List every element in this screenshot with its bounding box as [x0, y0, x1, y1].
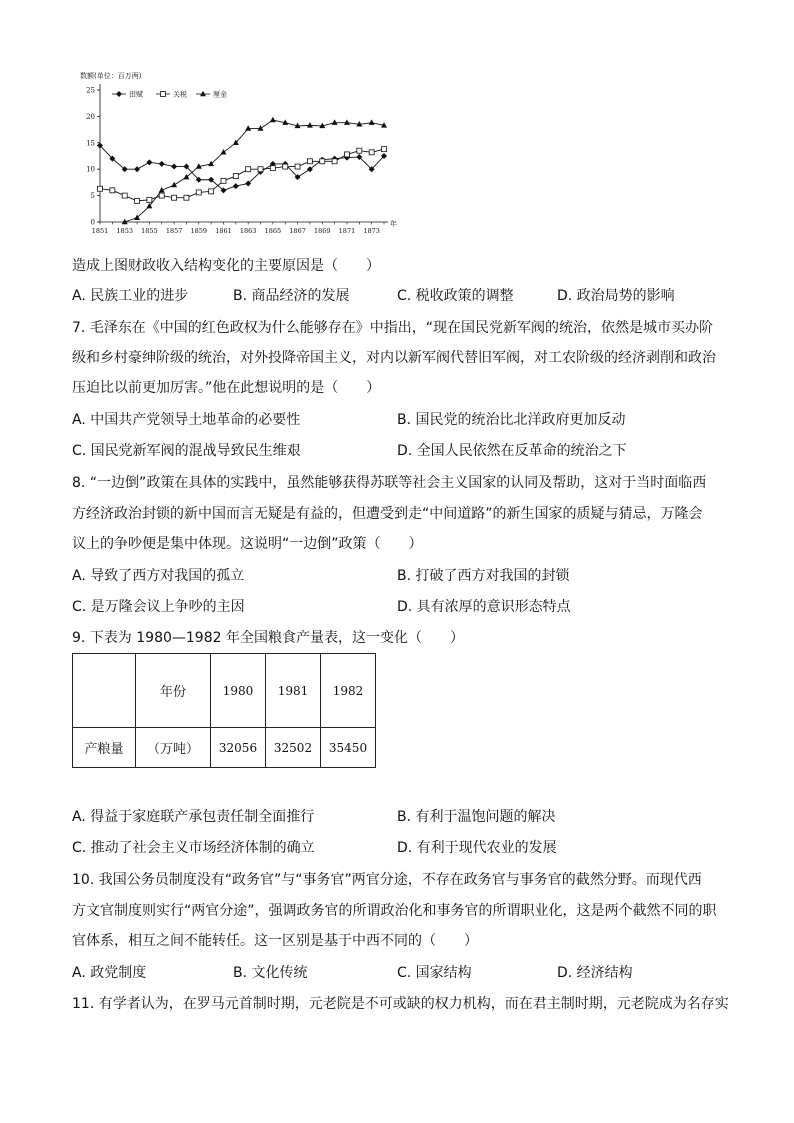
table-cell: 32056 [211, 728, 266, 768]
data-point-triangle [245, 125, 251, 131]
q8-option-c[interactable]: C. 是万隆会议上争吵的主因 [72, 599, 245, 615]
data-point-square [258, 167, 263, 172]
chart-ylabel: 数额(单位：百万两) [80, 72, 142, 80]
data-point-square [233, 174, 238, 179]
data-point-triangle [344, 119, 350, 125]
data-point-triangle [332, 119, 338, 125]
data-point-triangle [183, 174, 189, 180]
data-point-square [122, 193, 127, 198]
x-tick-label: 1869 [313, 227, 331, 235]
data-point-triangle [258, 125, 264, 131]
x-tick-label: 1863 [239, 227, 257, 235]
q7-option-a[interactable]: A. 中国共产党领导土地革命的必要性 [72, 412, 301, 428]
x-tick-label: 1857 [165, 227, 183, 235]
x-tick-label: 1867 [289, 227, 306, 235]
table-row [73, 728, 376, 768]
data-point-triangle [270, 117, 276, 123]
data-point-diamond [116, 91, 122, 97]
legend-label: 田赋 [129, 90, 143, 99]
data-point-square [344, 152, 349, 157]
data-point-triangle [220, 149, 226, 155]
q6-option-c[interactable]: C. 税收政策的调整 [397, 288, 514, 304]
data-point-triangle [369, 119, 375, 125]
q8-option-d[interactable]: D. 具有浓厚的意识形态特点 [397, 599, 571, 615]
y-tick-label: 10 [86, 165, 95, 174]
series-line-square [100, 149, 384, 201]
data-point-square [110, 188, 115, 193]
q9-option-b[interactable]: B. 有利于温饱问题的解决 [397, 809, 556, 825]
q7-option-c[interactable]: C. 国民党新军阀的混战导致民生维艰 [72, 443, 301, 459]
data-point-diamond [171, 164, 177, 170]
y-tick-label: 15 [86, 139, 95, 148]
q7-stem-line3: 压迫比以前更加厉害。”他在此想说明的是（ ） [72, 380, 381, 396]
q7-option-b[interactable]: B. 国民党的统治比北洋政府更加反动 [397, 412, 626, 428]
q10-option-c[interactable]: C. 国家结构 [397, 965, 472, 981]
fiscal-revenue-chart [78, 70, 408, 240]
q6-option-b[interactable]: B. 商品经济的发展 [233, 288, 350, 304]
data-point-square [147, 197, 152, 202]
data-point-square [369, 150, 374, 155]
data-point-square [270, 166, 275, 171]
data-point-square [172, 195, 177, 200]
data-point-square [295, 164, 300, 169]
q8-stem-line3: 议上的争吵便是集中体现。这说明“一边倒”政策（ ） [72, 536, 423, 552]
table-cell: 1981 [266, 654, 321, 728]
data-point-triangle [200, 91, 206, 97]
y-tick-label: 20 [86, 112, 95, 121]
q10-stem-line1: 10. 我国公务员制度没有“政务官”与“事务官”两官分途，不存在政务官与事务官的截然分野。而现代西 [72, 872, 702, 888]
data-point-square [332, 159, 337, 164]
table-cell: 年份 [136, 654, 211, 728]
chart-xlabel: 年 [390, 220, 397, 228]
data-point-square [307, 159, 312, 164]
x-tick-label: 1859 [190, 227, 208, 235]
table-cell: 产粮量 [73, 728, 136, 768]
data-point-square [246, 167, 251, 172]
x-tick-label: 1871 [338, 227, 356, 235]
data-point-square [184, 195, 189, 200]
q6-option-a[interactable]: A. 民族工业的进步 [72, 288, 189, 304]
q10-option-d[interactable]: D. 经济结构 [557, 965, 633, 981]
q7-option-d[interactable]: D. 全国人民依然在反革命的统治之下 [397, 443, 627, 459]
data-point-square [221, 178, 226, 183]
table-cell: （万吨） [136, 728, 211, 768]
y-tick-label: 0 [90, 218, 95, 227]
q8-option-b[interactable]: B. 打破了西方对我国的封锁 [397, 568, 570, 584]
x-tick-label: 1873 [363, 227, 380, 235]
chart-legend [112, 90, 227, 99]
table-header-row [73, 654, 376, 728]
legend-label: 关税 [173, 90, 187, 99]
q10-option-b[interactable]: B. 文化传统 [233, 965, 308, 981]
x-tick-label: 1851 [91, 227, 109, 235]
q9-option-c[interactable]: C. 推动了社会主义市场经济体制的确立 [72, 840, 315, 856]
legend-label: 厘金 [213, 90, 227, 99]
table-cell: 1982 [321, 654, 376, 728]
data-point-square [283, 164, 288, 169]
chart-axes [86, 84, 388, 235]
x-tick-label: 1855 [141, 227, 158, 235]
q9-option-a[interactable]: A. 得益于家庭联产承包责任制全面推行 [72, 809, 315, 825]
table-cell: 32502 [266, 728, 321, 768]
y-tick-label: 25 [86, 86, 95, 95]
data-point-diamond [134, 166, 140, 172]
data-point-square [196, 190, 201, 195]
x-tick-label: 1853 [116, 227, 133, 235]
data-point-square [320, 159, 325, 164]
q6-stem: 造成上图财政收入结构变化的主要原因是（ ） [72, 258, 380, 274]
q10-stem-line3: 官体系，相互之间不能转任。这一区别是基于中西不同的（ ） [72, 933, 478, 949]
data-point-diamond [146, 159, 152, 165]
q10-option-a[interactable]: A. 政党制度 [72, 965, 147, 981]
data-point-square [98, 186, 103, 191]
series-line-diamond [100, 145, 384, 190]
table-cell: 1980 [211, 654, 266, 728]
data-point-triangle [171, 182, 177, 188]
q7-stem-line2: 级和乡村豪绅阶级的统治，对外投降帝国主义，对内以新军阀代替旧军阀，对工农阶级的经济剥削和政治 [72, 350, 716, 366]
table-cell [73, 654, 136, 728]
q9-option-d[interactable]: D. 有利于现代农业的发展 [397, 840, 557, 856]
x-tick-label: 1861 [215, 227, 232, 235]
q11-stem-line1: 11. 有学者认为，在罗马元首制时期，元老院是不可或缺的权力机构，而在君主制时期，元老院成为名存实 [72, 996, 729, 1012]
y-tick-label: 5 [90, 192, 95, 201]
data-point-square [382, 147, 387, 152]
q10-stem-line2: 方文官制度则实行“两官分途”，强调政务官的所谓政治化和事务官的所谓职业化，这是两个截然不同的职 [72, 903, 717, 919]
grain-output-table [72, 653, 376, 768]
data-point-square [135, 198, 140, 203]
q8-option-a[interactable]: A. 导致了西方对我国的孤立 [72, 568, 245, 584]
chart-series [97, 117, 387, 224]
data-point-square [161, 92, 166, 97]
q7-stem-line1: 7. 毛泽东在《中国的红色政权为什么能够存在》中指出，“现在国民党新军阀的统治，依然是城市买办阶 [72, 320, 714, 336]
data-point-square [357, 148, 362, 153]
q9-stem: 9. 下表为 1980—1982 年全国粮食产量表，这一变化（ ） [72, 630, 464, 646]
data-point-square [159, 193, 164, 198]
series-line-triangle [125, 120, 384, 222]
q6-option-d[interactable]: D. 政治局势的影响 [557, 288, 675, 304]
data-point-diamond [159, 161, 165, 167]
data-point-square [209, 189, 214, 194]
q8-stem-line2: 方经济政治封锁的新中国而言无疑是有益的，但遭受到走“中间道路”的新生国家的质疑与猜忌，万隆会 [72, 506, 703, 522]
x-tick-label: 1865 [264, 227, 282, 235]
q8-stem-line1: 8. “一边倒”政策在具体的实践中，虽然能够获得苏联等社会主义国家的认同及帮助，这对于当时面临西 [72, 475, 707, 491]
data-point-triangle [307, 122, 313, 128]
table-cell: 35450 [321, 728, 376, 768]
data-point-diamond [233, 183, 239, 189]
